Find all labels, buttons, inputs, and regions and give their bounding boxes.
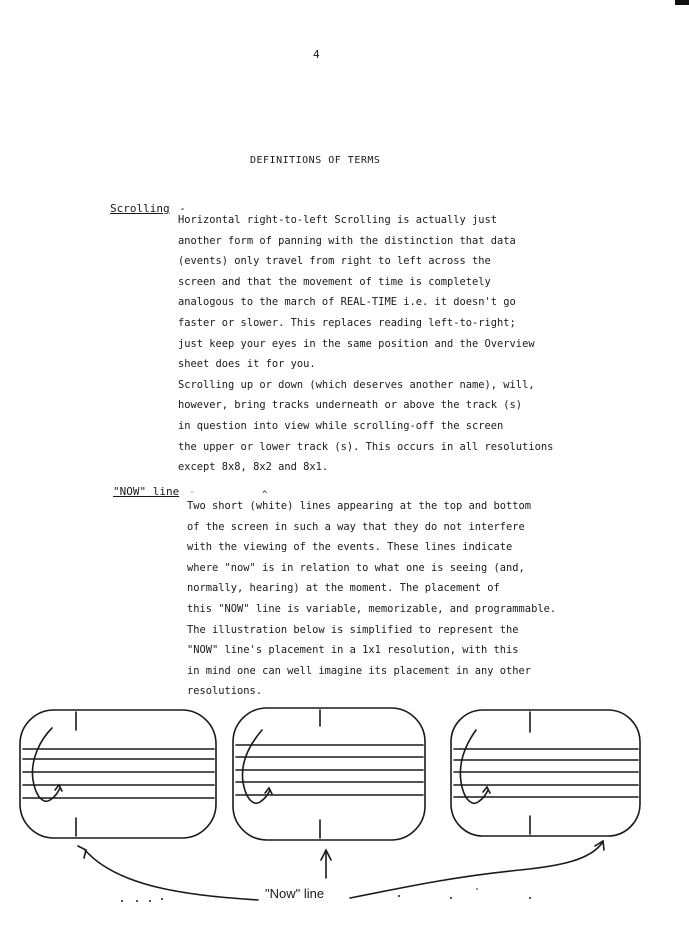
- definition-line: in question into view while scrolling-off the screen: [178, 419, 504, 432]
- left-arrow: [85, 850, 258, 900]
- definition-line: analogous to the march of REAL-TIME i.e. it doesn't go: [178, 296, 516, 309]
- definition-line: the upper or lower track (s). This occurs in all resolutions: [178, 440, 554, 453]
- now-line-term: "NOW" line: [113, 485, 180, 498]
- definition-line: except 8x8, 8x2 and 8x1.: [178, 461, 329, 474]
- page-number: 4: [313, 48, 320, 61]
- now-line-illustration: [0, 700, 689, 940]
- definition-line: Two short (white) lines appearing at the top and bottom: [187, 500, 532, 512]
- scrolling-term: Scrolling: [110, 202, 170, 215]
- definition-line: The illustration below is simplified to represent the: [187, 623, 519, 636]
- definition-line: resolutions.: [187, 685, 263, 698]
- definition-line: another form of panning with the distinction that data: [178, 234, 516, 247]
- insertion-mark: ^: [262, 490, 268, 500]
- screen-2: [233, 708, 425, 840]
- now-line-dash: -: [188, 485, 196, 498]
- definition-line: (events) only travel from right to left across the: [178, 255, 491, 268]
- speckles: [121, 888, 531, 902]
- definition-line: sheet does it for you.: [178, 358, 316, 371]
- screen-1: [20, 710, 216, 838]
- definition-line: normally, hearing) at the moment. The placement of: [187, 582, 500, 595]
- section-heading: DEFINITIONS OF TERMS: [250, 155, 381, 166]
- treble-clef-icon: [32, 728, 60, 801]
- scrolling-definition: [178, 210, 553, 478]
- page-corner-mark: [675, 0, 689, 5]
- definition-line: however, bring tracks underneath or above the track (s): [178, 399, 523, 412]
- definition-line: Scrolling up or down (which deserves another name), will,: [178, 378, 535, 391]
- right-arrow: [350, 843, 602, 898]
- scrolling-dash: -: [179, 202, 186, 215]
- left-arrowhead-icon: [78, 846, 86, 858]
- illustration-caption: "Now" line: [265, 886, 325, 901]
- now-line-term-row: [113, 480, 196, 499]
- definition-line: with the viewing of the events. These lines indicate: [187, 541, 513, 554]
- definition-line: Horizontal right-to-left Scrolling is actually just: [178, 214, 498, 226]
- definition-line: this "NOW" line is variable, memorizable, and programmable.: [187, 602, 557, 615]
- definition-line: "NOW" line's placement in a 1x1 resolution, with this: [187, 644, 519, 657]
- now-line-definition: [187, 496, 556, 702]
- screen-3: [451, 710, 640, 836]
- scrolling-term-row: [110, 197, 186, 216]
- definition-line: of the screen in such a way that they do not interfere: [187, 520, 525, 533]
- definition-line: in mind one can well imagine its placement in any other: [187, 664, 532, 677]
- definition-line: faster or slower. This replaces reading left-to-right;: [178, 316, 516, 329]
- definition-line: screen and that the movement of time is completely: [178, 275, 491, 288]
- definition-line: where "now" is in relation to what one is seeing (and,: [187, 561, 525, 574]
- definition-line: just keep your eyes in the same position and the Overview: [178, 337, 535, 350]
